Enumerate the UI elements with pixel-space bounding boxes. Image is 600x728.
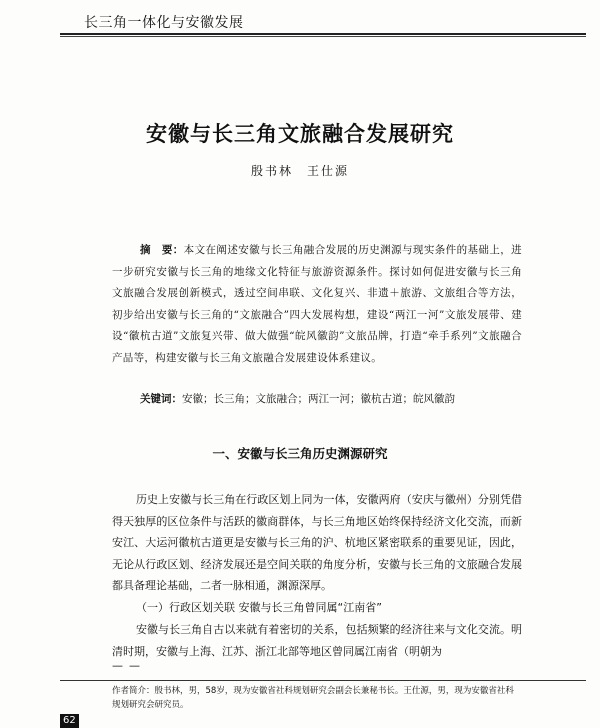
author-footnote: 作者简介：殷书林，男，58岁，现为安徽省社科规划研究会副会长兼秘书长。王仕源，男，现为安徽省社科规划研究会研究员。 (112, 686, 514, 710)
author-name: 王仕源 (307, 164, 350, 178)
header-rule-thick (60, 33, 586, 35)
footnote-marks: —— (112, 659, 146, 672)
body-paragraph: 历史上安徽与长三角在行政区划上同为一体，安徽两府（安庆与徽州）分别凭借得天独厚的区位条件与活跃的徽商群体，与长三角地区始终保持经济文化交流，而新安江、大运河徽杭古道更是安徽与长三角的沪、杭地区紧密联系的重要见证，因此，无论从行政区划、经济发展还是空间关联的角度分析，安徽与长三角的文旅融合发展都具备理论基础，二者一脉相通，渊源深厚。 (112, 493, 522, 592)
article-title: 安徽与长三角文旅融合发展研究 (146, 121, 454, 146)
keywords (140, 389, 522, 409)
section-heading: 一、安徽与长三角历史渊源研究 (212, 446, 388, 461)
body-paragraph: 安徽与长三角自古以来就有着密切的关系，包括频繁的经济往来与文化交流。明清时期，安徽与上海、江苏、浙江北部等地区曾同属江南省（明朝为 (112, 623, 522, 658)
author-line (0, 162, 600, 179)
page-number: 62 (60, 714, 79, 728)
header-rule-thin (60, 36, 586, 37)
subsection-heading: （一）行政区划关联 安徽与长三角曾同属“江南省” (136, 601, 382, 614)
footnote-rule (60, 680, 586, 681)
keywords-text: 安徽；长三角；文旅融合；两江一河；徽杭古道；皖风徽韵 (182, 393, 455, 405)
abstract (112, 240, 522, 369)
running-head: 长三角一体化与安徽发展 (84, 15, 244, 31)
author-name: 殷书林 (250, 164, 293, 178)
abstract-text: 本文在阐述安徽与长三角融合发展的历史渊源与现实条件的基础上，进一步研究安徽与长三角的地缘文化特征与旅游资源条件。探讨如何促进安徽与长三角文旅融合发展创新模式，透过空间串联、文化复兴、非遗＋旅游、文旅组合等方法，初步给出安徽与长三角的“文旅融合”四大发展构想，建设“两江一河”文旅发展带、建设“徽杭古道”文旅复兴带、做大做强“皖风徽韵”文旅品牌，打造“牵手系列”文旅融合产品等，构建安徽与长三角文旅融合发展建设体系建议。 (112, 244, 522, 364)
abstract-label: 摘 要： (140, 244, 184, 256)
keywords-label: 关键词： (140, 393, 182, 405)
